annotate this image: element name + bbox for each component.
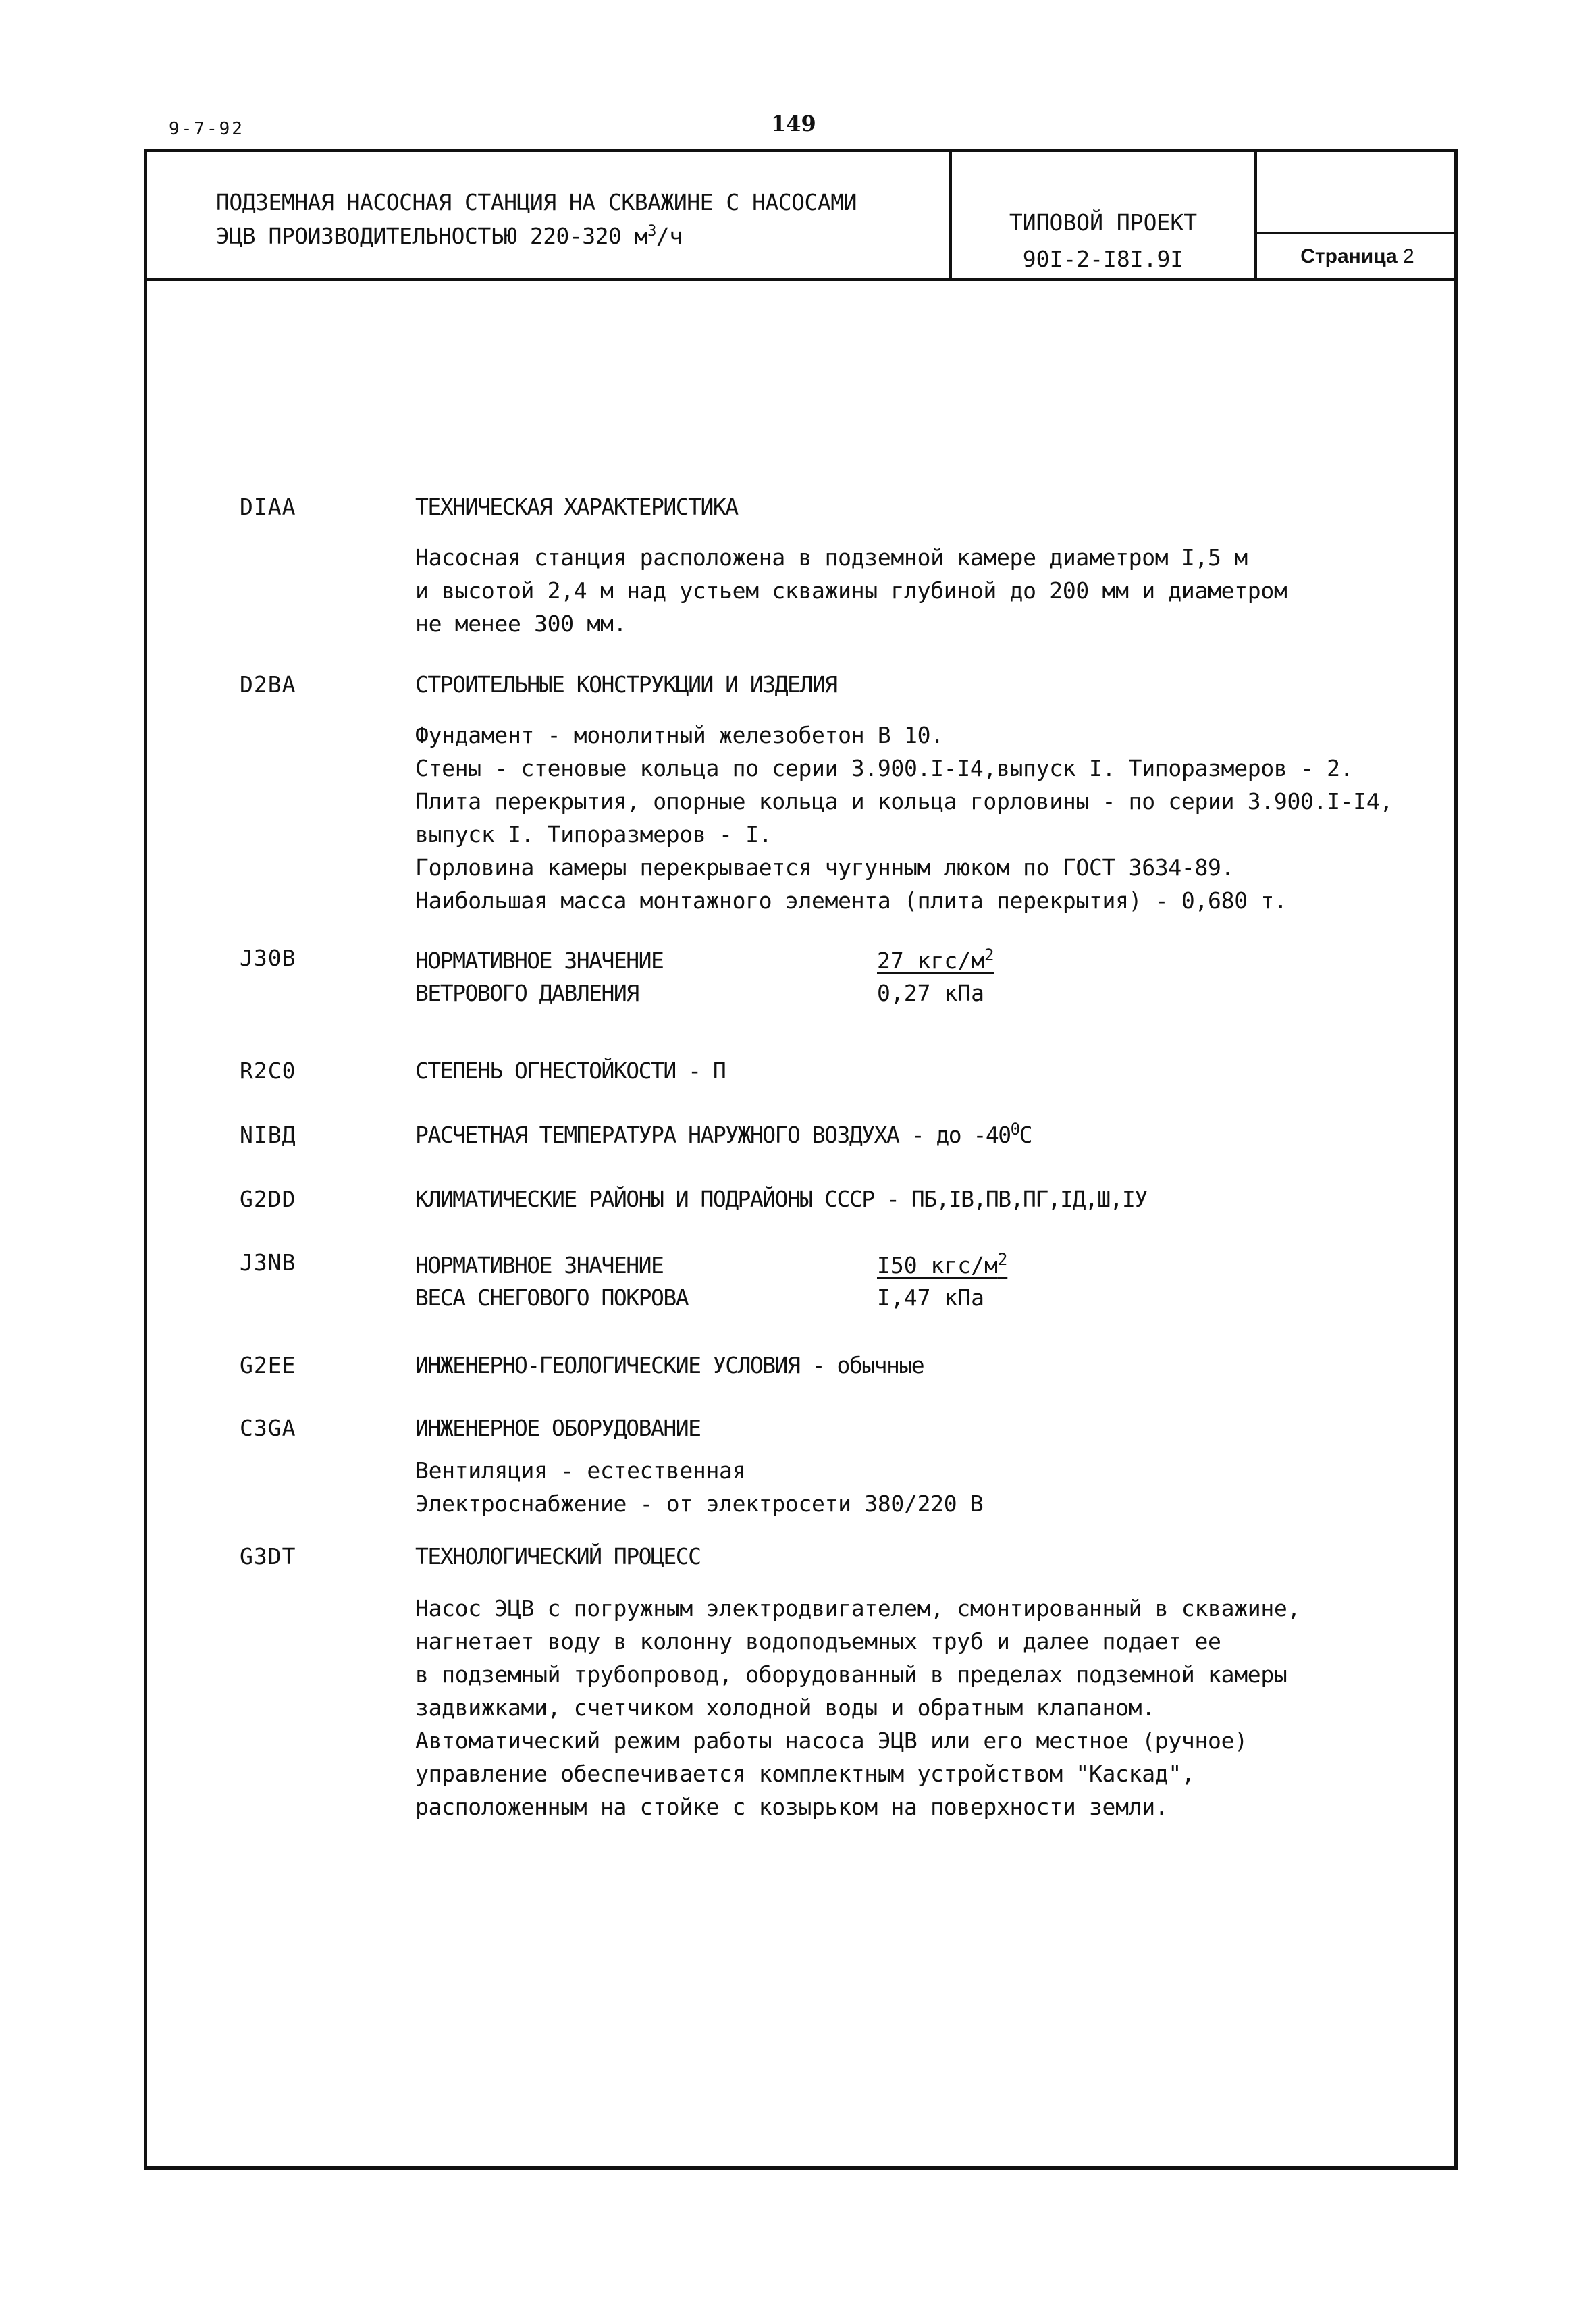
body-line: Насос ЭЦВ с погружным электродвигателем, смонтированный в скважине, [415, 1595, 1301, 1621]
heading-line-1: НОРМАТИВНОЕ ЗНАЧЕНИЕ [415, 947, 664, 974]
section-heading: ТЕХНИЧЕСКАЯ ХАРАКТЕРИСТИКА [415, 494, 738, 520]
section-code: C3GA [240, 1415, 296, 1441]
title-block [147, 152, 1454, 281]
value-kpa: 0,27 кПа [877, 980, 984, 1006]
page-number: 149 [771, 111, 816, 136]
section-heading: ИНЖЕНЕРНО-ГЕОЛОГИЧЕСКИЕ УСЛОВИЯ - обычные [415, 1352, 924, 1378]
document-title [147, 152, 952, 278]
page-date: 9-7-92 [169, 119, 244, 139]
section-code: J3NB [240, 1249, 296, 1276]
body-line: задвижками, счетчиком холодной воды и обратным клапаном. [415, 1694, 1155, 1721]
snow-values [877, 1249, 1007, 1314]
section-code: R2C0 [240, 1058, 296, 1084]
title-line-1: ПОДЗЕМНАЯ НАСОСНАЯ СТАНЦИЯ НА СКВАЖИНЕ С НАСОСАМИ [216, 189, 857, 215]
section-code: J30B [240, 945, 296, 971]
section-body [415, 719, 1393, 917]
section-heading: ИНЖЕНЕРНОЕ ОБОРУДОВАНИЕ [415, 1415, 701, 1441]
body-line: управление обеспечивается комплектным устройством "Каскад", [415, 1761, 1195, 1787]
document-frame [144, 149, 1458, 2170]
heading-text: РАСЧЕТНАЯ ТЕМПЕРАТУРА НАРУЖНОГО ВОЗДУХА - до -40 [415, 1122, 1011, 1148]
page-value: 2 [1403, 245, 1414, 267]
section-heading: КЛИМАТИЧЕСКИЕ РАЙОНЫ И ПОДРАЙОНЫ СССР - ПБ,IВ,ПВ,ПГ,IД,Ш,IУ [415, 1186, 1147, 1212]
heading-line-2: ВЕТРОВОГО ДАВЛЕНИЯ [415, 980, 639, 1006]
title-line-2 [216, 219, 949, 253]
body-line: Наибольшая масса монтажного элемента (плита перекрытия) - 0,680 т. [415, 887, 1287, 914]
body-line: не менее 300 мм. [415, 610, 627, 637]
section-heading: СТРОИТЕЛЬНЫЕ КОНСТРУКЦИИ И ИЗДЕЛИЯ [415, 671, 837, 698]
body-line: Вентиляция - естественная [415, 1457, 746, 1484]
section-heading [415, 1249, 688, 1314]
page-cell [1257, 232, 1458, 278]
body-line: Насосная станция расположена в подземной камере диаметром I,5 м [415, 544, 1248, 571]
body-line: Автоматический режим работы насоса ЭЦВ или его местное (ручное) [415, 1727, 1248, 1754]
value-kpa: I,47 кПа [877, 1284, 984, 1311]
heading-tail: С [1019, 1122, 1032, 1148]
section-code: D2BA [240, 671, 296, 698]
section-heading [415, 1122, 1032, 1148]
heading-line-1: НОРМАТИВНОЕ ЗНАЧЕНИЕ [415, 1252, 664, 1278]
body-line: Горловина камеры перекрывается чугунным люком по ГОСТ 3634-89. [415, 854, 1235, 881]
value-kgs-text: I50 кгс/м [877, 1252, 998, 1278]
section-code: G3DT [240, 1543, 296, 1569]
section-heading [415, 945, 663, 1010]
value-kgs-text: 27 кгс/м [877, 947, 984, 974]
project-label: ТИПОВОЙ ПРОЕКТ [1009, 209, 1198, 236]
body-line: нагнетает воду в колонну водоподъемных труб и далее подает ее [415, 1628, 1221, 1655]
value-kgs [877, 1249, 1007, 1282]
value-kgs [877, 945, 994, 977]
project-cell [952, 152, 1257, 278]
body-line: Фундамент - монолитный железобетон В 10. [415, 722, 944, 748]
section-body [415, 1592, 1300, 1823]
section-code: G2EE [240, 1352, 296, 1378]
value-kgs-sup: 2 [984, 945, 994, 964]
section-code: G2DD [240, 1186, 296, 1212]
section-heading: СТЕПЕНЬ ОГНЕСТОЙКОСТИ - П [415, 1058, 726, 1084]
wind-values [877, 945, 994, 1010]
title-line-2-sup: 3 [647, 223, 656, 240]
project-number: 90I-2-I8I.9I [1022, 246, 1184, 272]
title-line-2-text: ЭЦВ ПРОИЗВОДИТЕЛЬНОСТЬЮ 220-320 м [216, 223, 648, 249]
section-heading: ТЕХНОЛОГИЧЕСКИЙ ПРОЦЕСС [415, 1543, 701, 1569]
body-line: и высотой 2,4 м над устьем скважины глубиной до 200 мм и диаметром [415, 577, 1287, 604]
body-line: Плита перекрытия, опорные кольца и кольца горловины - по серии 3.900.I-I4, [415, 788, 1393, 814]
heading-sup: 0 [1010, 1120, 1019, 1139]
section-code: NIBД [240, 1122, 296, 1148]
value-kgs-sup: 2 [997, 1250, 1008, 1269]
body-line: расположенным на стойке с козырьком на поверхности земли. [415, 1794, 1169, 1820]
page-label: Страница [1300, 245, 1398, 267]
section-body [415, 1454, 983, 1520]
heading-line-2: ВЕСА СНЕГОВОГО ПОКРОВА [415, 1284, 689, 1311]
body-line: в подземный трубопровод, оборудованный в пределах подземной камеры [415, 1661, 1287, 1688]
body-line: Электроснабжение - от электросети 380/220 В [415, 1490, 984, 1517]
section-body [415, 541, 1287, 640]
body-line: Стены - стеновые кольца по серии 3.900.I-I4,выпуск I. Типоразмеров - 2. [415, 755, 1354, 781]
body-line: выпуск I. Типоразмеров - I. [415, 821, 772, 848]
title-line-2-tail: /ч [656, 223, 683, 249]
section-code: DIAA [240, 494, 296, 520]
